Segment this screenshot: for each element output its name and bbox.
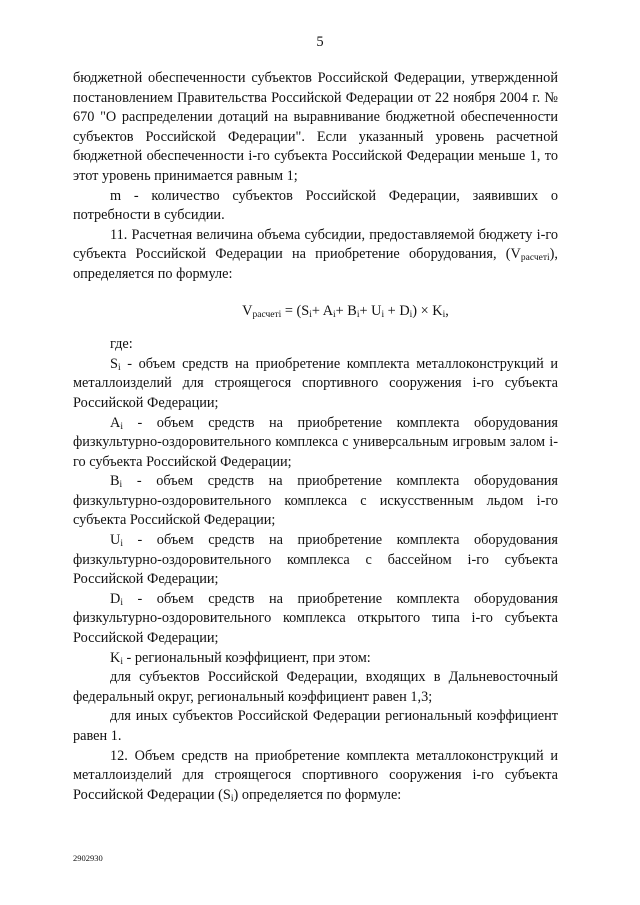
definition-k — [73, 649, 558, 669]
definition-symbol: S — [110, 355, 118, 372]
paragraph-12-subscript: i — [230, 793, 234, 804]
paragraph-11-subscript: расчетi — [520, 253, 550, 264]
paragraph-12 — [73, 747, 558, 806]
paragraph-11 — [73, 226, 558, 285]
formula-term: ) × K — [412, 302, 443, 319]
formula-term: + U — [359, 302, 382, 319]
definition-subscript: i — [120, 597, 123, 608]
formula-subscript: расчетi — [252, 309, 282, 320]
definition-a — [73, 414, 558, 473]
definition-symbol: D — [110, 590, 121, 607]
where-label: где: — [110, 336, 133, 353]
definition-text: - объем средств на приобретение комплекта металлоконструкций и металлоизделий для строящегося спортивного сооружения i-го субъекта Российской Федерации; — [73, 355, 558, 411]
formula-subscript: i — [442, 309, 446, 320]
formula-term: = (S — [281, 302, 310, 319]
paragraph-12-text-end: ) определяется по формуле: — [233, 786, 402, 803]
definition-text: - объем средств на приобретение комплекта оборудования физкультурно-оздоровительного комплекса с универсальным игровым залом i-го субъекта Российской Федерации; — [73, 414, 558, 470]
formula-term: + B — [335, 302, 357, 319]
footer-document-code: 2902930 — [73, 853, 103, 863]
formula-term: , — [445, 302, 449, 319]
formula-subscript: i — [309, 309, 312, 320]
definition-subscript: i — [117, 362, 121, 373]
formula-subscript: i — [381, 309, 385, 320]
definition-subscript: i — [119, 480, 123, 491]
paragraph-12-text: 12. Объем средств на приобретение комплекта металлоконструкций и металлоизделий для строящегося спортивного сооружения i-го субъекта Российской Федерации (S — [73, 747, 558, 803]
definition-text: - объем средств на приобретение комплекта оборудования физкультурно-оздоровительного комплекса с искусственным льдом i-го субъекта Российской Федерации; — [73, 473, 558, 529]
definition-subscript: i — [120, 421, 123, 432]
document-body — [73, 69, 558, 805]
definition-text: - объем средств на приобретение комплекта оборудования физкультурно-оздоровительного комплекса открытого типа i-го субъекта Российской Федерации; — [73, 590, 558, 647]
formula-term: + A — [311, 302, 334, 319]
definition-u — [73, 531, 558, 590]
definition-s — [73, 355, 558, 414]
definition-text: - объем средств на приобретение комплекта оборудования физкультурно-оздоровительного комплекса с бассейном i-го субъекта Российской Федерации; — [73, 532, 558, 588]
formula-subscript: i — [356, 309, 360, 320]
definition-symbol: B — [110, 473, 120, 490]
definition-text: - региональный коэффициент, при этом: — [122, 649, 371, 666]
definition-subscript: i — [120, 539, 123, 550]
k-other-clause: для иных субъектов Российской Федерации региональный коэффициент равен 1. — [73, 708, 558, 744]
formula-subscript: i — [409, 309, 413, 320]
formula-term: + D — [384, 302, 410, 319]
page-number: 5 — [316, 34, 324, 50]
formula-term: V — [242, 302, 253, 319]
definition-subscript: i — [120, 656, 123, 667]
definition-symbol: U — [110, 532, 121, 549]
definition-symbol: A — [110, 414, 121, 431]
formula-subscript: i — [333, 309, 336, 320]
paragraph-11-text-end: ), определяется по формуле: — [73, 246, 558, 282]
paragraph-m-definition: m - количество субъектов Российской Федерации, заявивших о потребности в субсидии. — [73, 187, 558, 224]
definition-d — [73, 590, 558, 649]
paragraph-11-text: 11. Расчетная величина объема субсидии, предоставляемой бюджету i-го субъекта Российской Федерации на приобретение оборудования, (V — [73, 226, 558, 263]
definition-symbol: K — [110, 649, 121, 666]
formula-v-raschet — [73, 302, 558, 322]
paragraph-intro: бюджетной обеспеченности субъектов Российской Федерации, утвержденной постановлением Правительства Российской Федерации от 22 ноября 2004 г. № 670 "О распределении дотаций на выравнивание бюджетной обеспеченности субъектов Российской Федерации". Если указанный уровень расчетной бюджетной обеспеченности i-го субъекта Российской Федерации меньше 1, то этот уровень принимается равным 1; — [73, 70, 558, 184]
definition-b — [73, 472, 558, 531]
k-far-east-clause: для субъектов Российской Федерации, входящих в Дальневосточный федеральный округ, региональный коэффициент равен 1,3; — [73, 669, 558, 705]
